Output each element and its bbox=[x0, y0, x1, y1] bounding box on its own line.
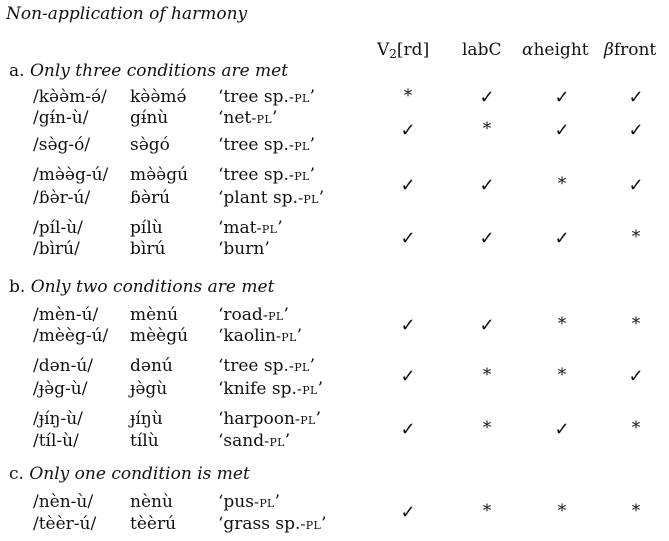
check-mark-icon: ✓ bbox=[628, 87, 644, 108]
underlying-form: /tèèr-ú/ bbox=[33, 514, 97, 534]
plural-marker: -pl bbox=[300, 515, 322, 533]
check-mark-icon: ✓ bbox=[479, 228, 495, 249]
gloss-close-quote: ’ bbox=[283, 305, 289, 325]
underlying-form: /ɓə̀r-ú/ bbox=[33, 188, 91, 208]
surface-form: pílù bbox=[130, 218, 163, 238]
gloss bbox=[218, 431, 290, 451]
gloss-open-quote: ‘ bbox=[218, 409, 224, 429]
column-header-labc: labC bbox=[462, 40, 502, 60]
star-mark: * bbox=[631, 418, 641, 438]
star-mark: * bbox=[482, 418, 492, 438]
section-label: c. bbox=[9, 464, 24, 484]
gloss bbox=[218, 356, 315, 376]
star-mark: * bbox=[557, 501, 567, 521]
underlying-form: /mə̀ə̀g-ú/ bbox=[33, 165, 109, 185]
gloss-text: tree sp. bbox=[223, 87, 289, 107]
plural-marker: -pl bbox=[264, 432, 285, 450]
underlying-form: /dən-ú/ bbox=[33, 356, 94, 376]
section-heading-b bbox=[9, 277, 274, 297]
surface-form: mə̀ə̀gú bbox=[130, 165, 189, 185]
check-mark-icon: ✓ bbox=[554, 87, 570, 108]
section-text: Only two conditions are met bbox=[30, 277, 275, 297]
gloss bbox=[218, 492, 280, 512]
column-header-v2rd-base: V bbox=[377, 40, 390, 60]
gloss-open-quote: ‘ bbox=[218, 514, 224, 534]
check-mark-icon: ✓ bbox=[554, 419, 570, 440]
gloss-open-quote: ‘ bbox=[218, 492, 224, 512]
underlying-form: /tíl-ù/ bbox=[33, 431, 79, 451]
gloss-close-quote: ’ bbox=[309, 135, 315, 155]
underlying-form: /sə̀g-ó/ bbox=[33, 135, 91, 155]
column-header-v2rd-subscript: 2 bbox=[389, 47, 397, 61]
check-mark-icon: ✓ bbox=[400, 120, 416, 141]
check-mark-icon: ✓ bbox=[400, 366, 416, 387]
column-header-beta-label: front bbox=[613, 40, 657, 60]
plural-marker: -pl bbox=[288, 166, 310, 184]
gloss-text: tree sp. bbox=[223, 356, 289, 376]
gloss-text: tree sp. bbox=[223, 165, 289, 185]
gloss-open-quote: ‘ bbox=[218, 188, 224, 208]
section-text: Only three conditions are met bbox=[29, 61, 289, 81]
check-mark-icon: ✓ bbox=[400, 419, 416, 440]
underlying-form: /bìrú/ bbox=[33, 239, 80, 259]
gloss-text: harpoon bbox=[223, 409, 295, 429]
gloss-text: sand bbox=[223, 431, 265, 451]
check-mark-icon: ✓ bbox=[400, 502, 416, 523]
star-mark: * bbox=[557, 174, 567, 194]
star-mark: * bbox=[482, 501, 492, 521]
column-header-v2rd bbox=[377, 40, 429, 60]
check-mark-icon: ✓ bbox=[479, 175, 495, 196]
surface-form: tèèrú bbox=[130, 514, 177, 534]
underlying-form: /mèn-ú/ bbox=[33, 305, 99, 325]
gloss-text: plant sp. bbox=[223, 188, 299, 208]
surface-form: tílù bbox=[130, 431, 159, 451]
gloss-open-quote: ‘ bbox=[218, 165, 224, 185]
surface-form: ɟə̀gù bbox=[130, 379, 168, 399]
plural-marker: -pl bbox=[288, 136, 310, 154]
plural-marker: -pl bbox=[294, 410, 316, 428]
gloss-text: road bbox=[223, 305, 263, 325]
column-header-v2rd-suffix: [rd] bbox=[396, 40, 430, 60]
gloss-open-quote: ‘ bbox=[218, 218, 224, 238]
gloss-open-quote: ‘ bbox=[218, 356, 224, 376]
section-heading-a bbox=[9, 61, 288, 81]
underlying-form: /nèn-ù/ bbox=[33, 492, 94, 512]
surface-form: mènú bbox=[130, 305, 179, 325]
gloss-text: burn bbox=[223, 239, 265, 259]
gloss-open-quote: ‘ bbox=[218, 87, 224, 107]
gloss bbox=[218, 305, 289, 325]
star-mark: * bbox=[557, 314, 567, 334]
gloss-close-quote: ’ bbox=[318, 188, 325, 208]
plural-marker: -pl bbox=[296, 380, 318, 398]
gloss bbox=[218, 188, 324, 208]
gloss bbox=[218, 379, 323, 399]
gloss-open-quote: ‘ bbox=[218, 326, 224, 346]
plural-marker: -pl bbox=[253, 493, 275, 511]
star-mark: * bbox=[557, 365, 567, 385]
section-label: b. bbox=[9, 277, 26, 297]
surface-form: mèègú bbox=[130, 326, 189, 346]
gloss-text: net bbox=[223, 108, 252, 128]
underlying-form: /gɨ́n-ù/ bbox=[33, 108, 89, 128]
star-mark: * bbox=[482, 365, 492, 385]
check-mark-icon: ✓ bbox=[628, 175, 644, 196]
gloss-text: knife sp. bbox=[223, 379, 297, 399]
check-mark-icon: ✓ bbox=[628, 366, 644, 387]
section-heading-c bbox=[9, 464, 250, 484]
plural-marker: -pl bbox=[288, 357, 310, 375]
check-mark-icon: ✓ bbox=[628, 120, 644, 141]
surface-form: ɓə̀rú bbox=[130, 188, 171, 208]
gloss bbox=[218, 108, 277, 128]
surface-form: sə̀gó bbox=[130, 135, 170, 155]
gloss-open-quote: ‘ bbox=[218, 108, 224, 128]
plural-marker: -pl bbox=[251, 109, 272, 127]
underlying-form: /píl-ù/ bbox=[33, 218, 83, 238]
check-mark-icon: ✓ bbox=[400, 315, 416, 336]
surface-form: bìrú bbox=[130, 239, 166, 259]
column-header-beta-symbol: β bbox=[604, 40, 614, 60]
gloss bbox=[218, 135, 315, 155]
gloss bbox=[218, 239, 270, 259]
surface-form: ɟíŋù bbox=[130, 409, 163, 429]
gloss-close-quote: ’ bbox=[309, 356, 315, 376]
gloss-close-quote: ’ bbox=[274, 492, 281, 512]
plural-marker: -pl bbox=[275, 327, 297, 345]
check-mark-icon: ✓ bbox=[400, 175, 416, 196]
star-mark: * bbox=[403, 86, 413, 106]
gloss-open-quote: ‘ bbox=[218, 135, 224, 155]
plural-marker: -pl bbox=[256, 219, 278, 237]
section-text: Only one condition is met bbox=[29, 464, 250, 484]
gloss-text: pus bbox=[223, 492, 254, 512]
gloss-close-quote: ’ bbox=[309, 87, 315, 107]
star-mark: * bbox=[631, 227, 641, 247]
gloss bbox=[218, 409, 321, 429]
section-label: a. bbox=[9, 61, 25, 81]
underlying-form: /kə̀ə̀m-ə́/ bbox=[33, 87, 107, 107]
example-title: Non-application of harmony bbox=[6, 4, 248, 24]
gloss-close-quote: ’ bbox=[271, 108, 278, 128]
underlying-form: /ɟíŋ-ù/ bbox=[33, 409, 83, 429]
column-header-beta-front bbox=[604, 40, 656, 60]
check-mark-icon: ✓ bbox=[400, 228, 416, 249]
surface-form: dənú bbox=[130, 356, 173, 376]
gloss-text: grass sp. bbox=[223, 514, 301, 534]
gloss-text: mat bbox=[223, 218, 257, 238]
gloss-open-quote: ‘ bbox=[218, 431, 224, 451]
gloss-open-quote: ‘ bbox=[218, 305, 224, 325]
column-header-alpha-label: height bbox=[533, 40, 589, 60]
underlying-form: /ɟə̀g-ù/ bbox=[33, 379, 88, 399]
gloss-close-quote: ’ bbox=[317, 379, 323, 399]
gloss-close-quote: ’ bbox=[264, 239, 270, 259]
gloss bbox=[218, 87, 315, 107]
gloss-text: kaolin bbox=[223, 326, 276, 346]
plural-marker: -pl bbox=[298, 189, 319, 207]
star-mark: * bbox=[482, 119, 492, 139]
gloss-close-quote: ’ bbox=[296, 326, 302, 346]
check-mark-icon: ✓ bbox=[554, 228, 570, 249]
gloss-text: tree sp. bbox=[223, 135, 289, 155]
check-mark-icon: ✓ bbox=[554, 120, 570, 141]
gloss bbox=[218, 326, 302, 346]
gloss-open-quote: ‘ bbox=[218, 239, 224, 259]
column-header-alpha-symbol: α bbox=[522, 40, 534, 60]
surface-form: kə̀ə̀mə́ bbox=[130, 87, 187, 107]
check-mark-icon: ✓ bbox=[479, 87, 495, 108]
gloss-close-quote: ’ bbox=[309, 165, 315, 185]
gloss-close-quote: ’ bbox=[315, 409, 322, 429]
plural-marker: -pl bbox=[288, 88, 310, 106]
gloss-close-quote: ’ bbox=[284, 431, 291, 451]
gloss bbox=[218, 165, 315, 185]
column-header-alpha-height bbox=[522, 40, 589, 60]
surface-form: gɨ́nù bbox=[130, 108, 169, 128]
star-mark: * bbox=[631, 501, 641, 521]
gloss-close-quote: ’ bbox=[277, 218, 283, 238]
plural-marker: -pl bbox=[262, 306, 284, 324]
gloss bbox=[218, 218, 283, 238]
surface-form: nènù bbox=[130, 492, 173, 512]
gloss-close-quote: ’ bbox=[321, 514, 327, 534]
star-mark: * bbox=[631, 314, 641, 334]
underlying-form: /mèèg-ú/ bbox=[33, 326, 109, 346]
gloss bbox=[218, 514, 327, 534]
gloss-open-quote: ‘ bbox=[218, 379, 224, 399]
check-mark-icon: ✓ bbox=[479, 315, 495, 336]
